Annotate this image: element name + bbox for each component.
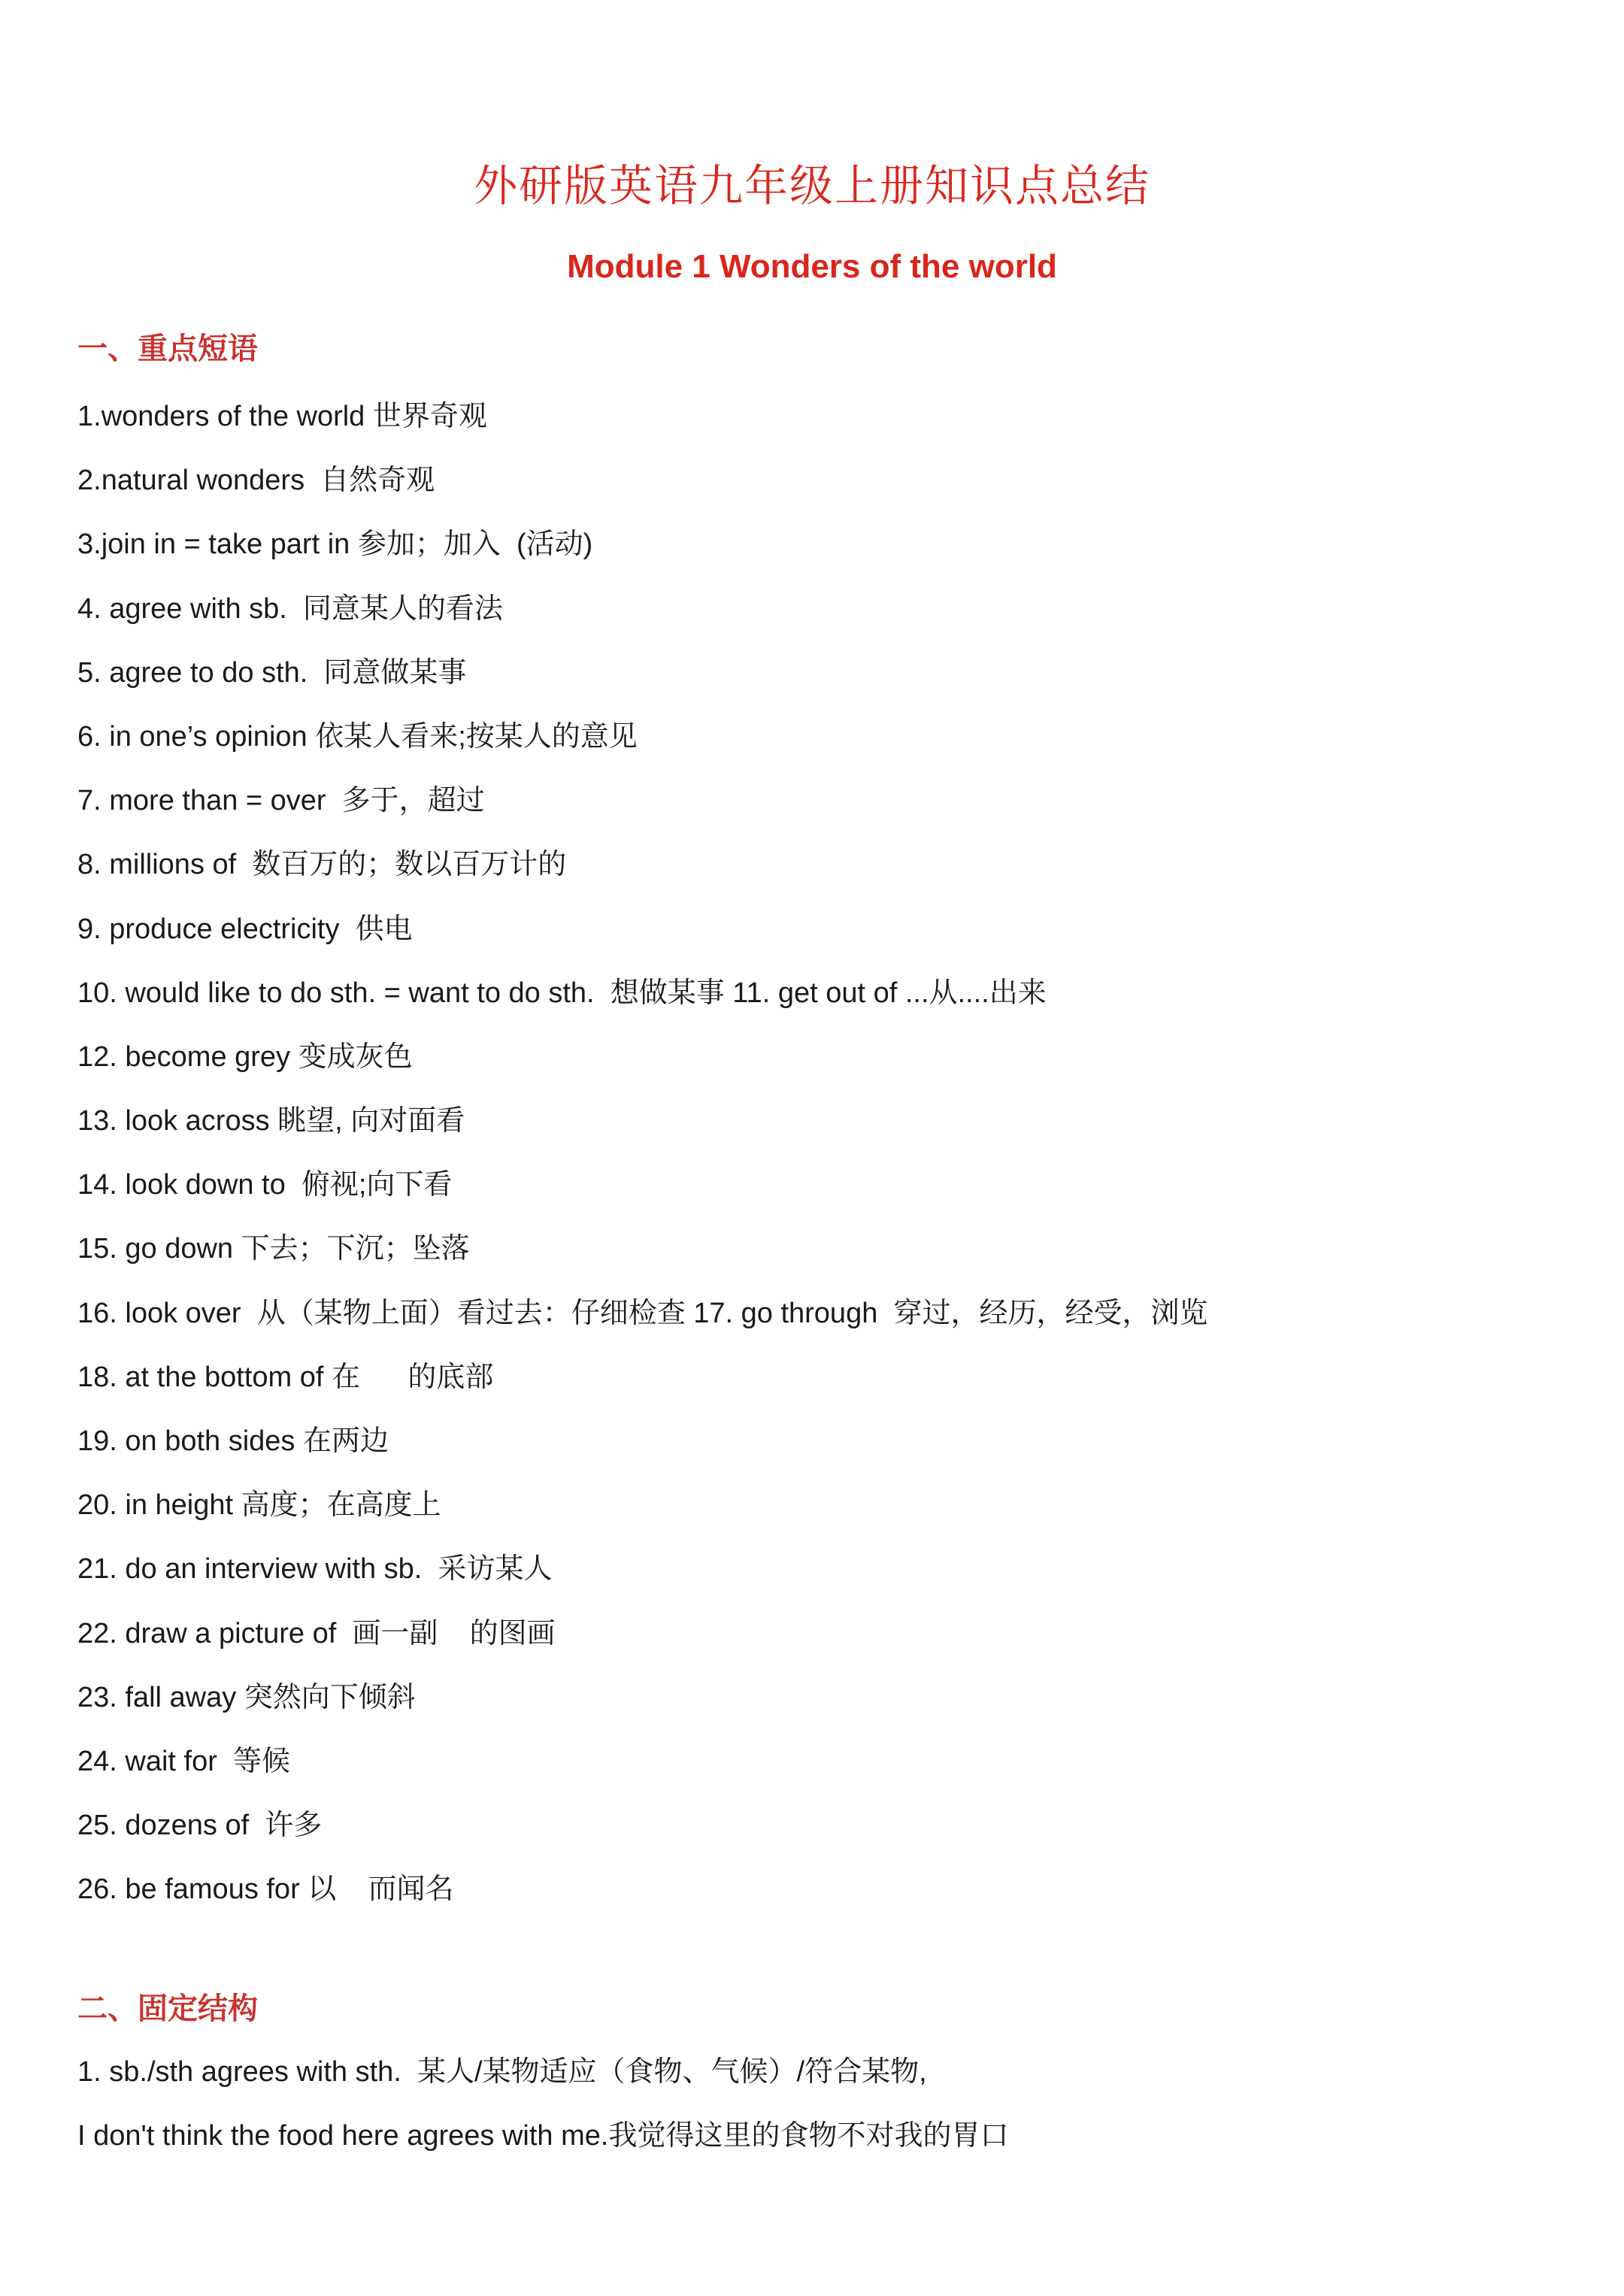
- document-title: 外研版英语九年级上册知识点总结: [473, 160, 1150, 211]
- list-item: 16. look over 从（某物上面）看过去：仔细检查 17. go through 穿过，经历，经受，浏览: [77, 1297, 1208, 1329]
- list-item: 25. dozens of 许多: [77, 1810, 323, 1842]
- key-phrases-list: [77, 385, 1207, 1922]
- list-item: 14. look down to 俯视;向下看: [77, 1169, 453, 1201]
- list-item: 1. sb./sth agrees with sth. 某人/某物适应（食物、气候）/符合某物,: [77, 2056, 927, 2088]
- list-item: 18. at the bottom of 在 的底部: [77, 1361, 494, 1393]
- list-item: 3.join in = take part in 参加；加入 (活动): [77, 529, 593, 561]
- list-item: 2.natural wonders 自然奇观: [77, 465, 435, 497]
- list-item: I don't think the food here agrees with me.我觉得这里的食物不对我的胃口: [77, 2120, 1009, 2152]
- list-item: 19. on both sides 在两边: [77, 1425, 389, 1457]
- module-title: Module 1 Wonders of the world: [567, 248, 1057, 285]
- list-item: 20. in height 高度；在高度上: [77, 1489, 441, 1522]
- list-item: 13. look across 眺望, 向对面看: [77, 1105, 465, 1137]
- list-item: 22. draw a picture of 画一副 的图画: [77, 1617, 556, 1649]
- list-item: 24. wait for 等候: [77, 1745, 290, 1777]
- list-item: 15. go down 下去；下沉；坠落: [77, 1233, 470, 1265]
- list-item: 21. do an interview with sb. 采访某人: [77, 1553, 553, 1586]
- fixed-structures-list: [77, 2040, 1008, 2168]
- list-item: 1.wonders of the world 世界奇观: [77, 401, 487, 432]
- list-item: 7. more than = over 多于，超过: [77, 785, 485, 817]
- list-item: 26. be famous for 以 而闻名: [77, 1873, 454, 1906]
- list-item: 6. in one’s opinion 依某人看来;按某人的意见: [77, 720, 638, 753]
- list-item: 10. would like to do sth. = want to do sth. 想做某事 11. get out of ...从....出来: [77, 977, 1047, 1009]
- list-item: 9. produce electricity 供电: [77, 913, 413, 945]
- section-heading-key-phrases: 一、重点短语: [77, 332, 258, 366]
- section-heading-fixed-structures: 二、固定结构: [77, 1992, 258, 2026]
- list-item: 4. agree with sb. 同意某人的看法: [77, 592, 503, 625]
- list-item: 8. millions of 数百万的；数以百万计的: [77, 849, 567, 881]
- list-item: 23. fall away 突然向下倾斜: [77, 1681, 416, 1713]
- list-item: 12. become grey 变成灰色: [77, 1040, 413, 1073]
- list-item: 5. agree to do sth. 同意做某事: [77, 656, 467, 689]
